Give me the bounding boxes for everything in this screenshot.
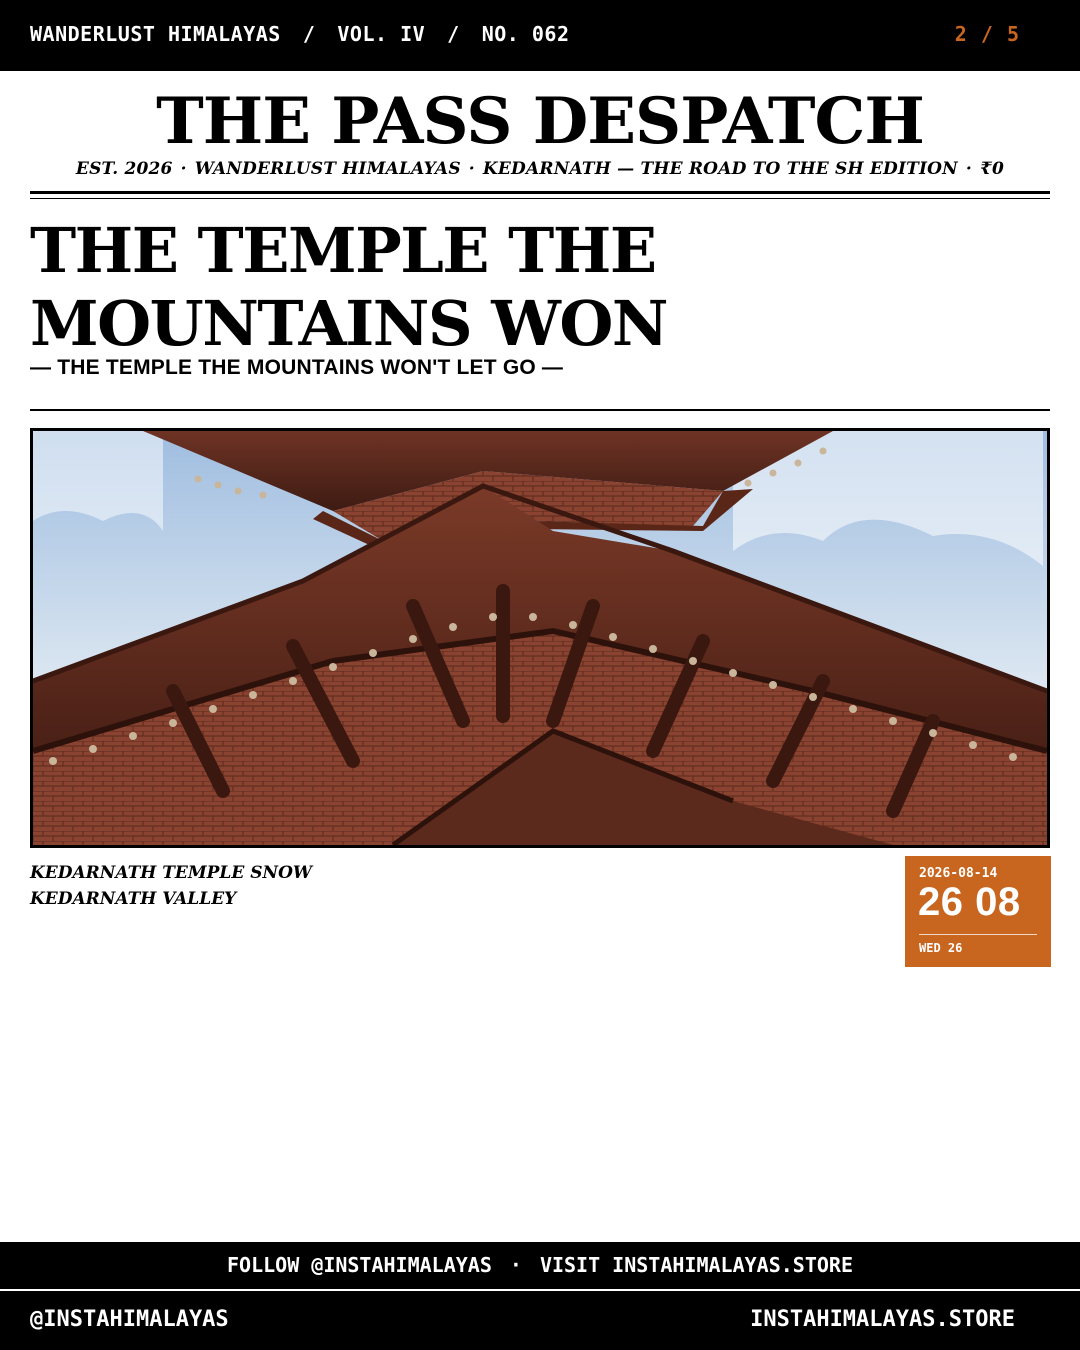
social-handle[interactable]: @INSTAHIMALAYAS [30, 1307, 229, 1332]
masthead-title: THE PASS DESPATCH [156, 84, 924, 159]
separator: / [302, 22, 316, 46]
headline-line-1: THE TEMPLE THE [30, 214, 656, 287]
headline-line-2: MOUNTAINS WON [30, 287, 668, 360]
dot-separator: · [180, 159, 187, 179]
dot-separator: · [965, 159, 972, 179]
dot-separator: · [468, 159, 475, 179]
separator: / [447, 22, 460, 46]
photo-caption [30, 860, 312, 912]
dot-separator: · [509, 1253, 522, 1277]
date-badge [905, 856, 1051, 967]
article-subhead: — THE TEMPLE THE MOUNTAINS WON'T LET GO — [30, 356, 564, 379]
store-link[interactable]: INSTAHIMALAYAS.STORE [750, 1307, 1015, 1332]
masthead-tagline [0, 159, 1080, 179]
footer-bar [0, 1291, 1080, 1350]
temple-illustration [33, 431, 1047, 845]
divider-thick [30, 191, 1050, 194]
price-label: ₹0 [980, 159, 1005, 179]
temple-photo [30, 428, 1050, 848]
divider-thin [30, 198, 1050, 199]
issue-number: NO. 062 [481, 22, 570, 46]
divider-mid [30, 409, 1050, 411]
date-big: 26 08 [918, 880, 1021, 924]
caption-line-1: KEDARNATH TEMPLE SNOW [30, 863, 312, 883]
top-bar [0, 0, 1080, 71]
weekday-label: WED 26 [919, 941, 963, 955]
follow-link[interactable]: FOLLOW @INSTAHIMALAYAS [226, 1253, 492, 1277]
established-label: EST. 2026 [75, 159, 173, 179]
page-indicator: 2 / 5 [954, 22, 1020, 46]
date-divider [919, 934, 1037, 935]
volume-label: VOL. IV [337, 22, 426, 46]
visit-link[interactable]: VISIT INSTAHIMALAYAS.STORE [539, 1253, 854, 1277]
publication-name: WANDERLUST HIMALAYAS [30, 22, 281, 46]
tagline-publication: WANDERLUST HIMALAYAS [194, 159, 461, 179]
issue-info [30, 22, 570, 46]
article-headline [30, 214, 1050, 360]
caption-line-2: KEDARNATH VALLEY [30, 889, 237, 909]
iso-date: 2026-08-14 [919, 866, 998, 881]
footer-cta-bar [0, 1242, 1080, 1289]
edition-label: KEDARNATH — THE ROAD TO THE SH EDITION [482, 159, 958, 179]
